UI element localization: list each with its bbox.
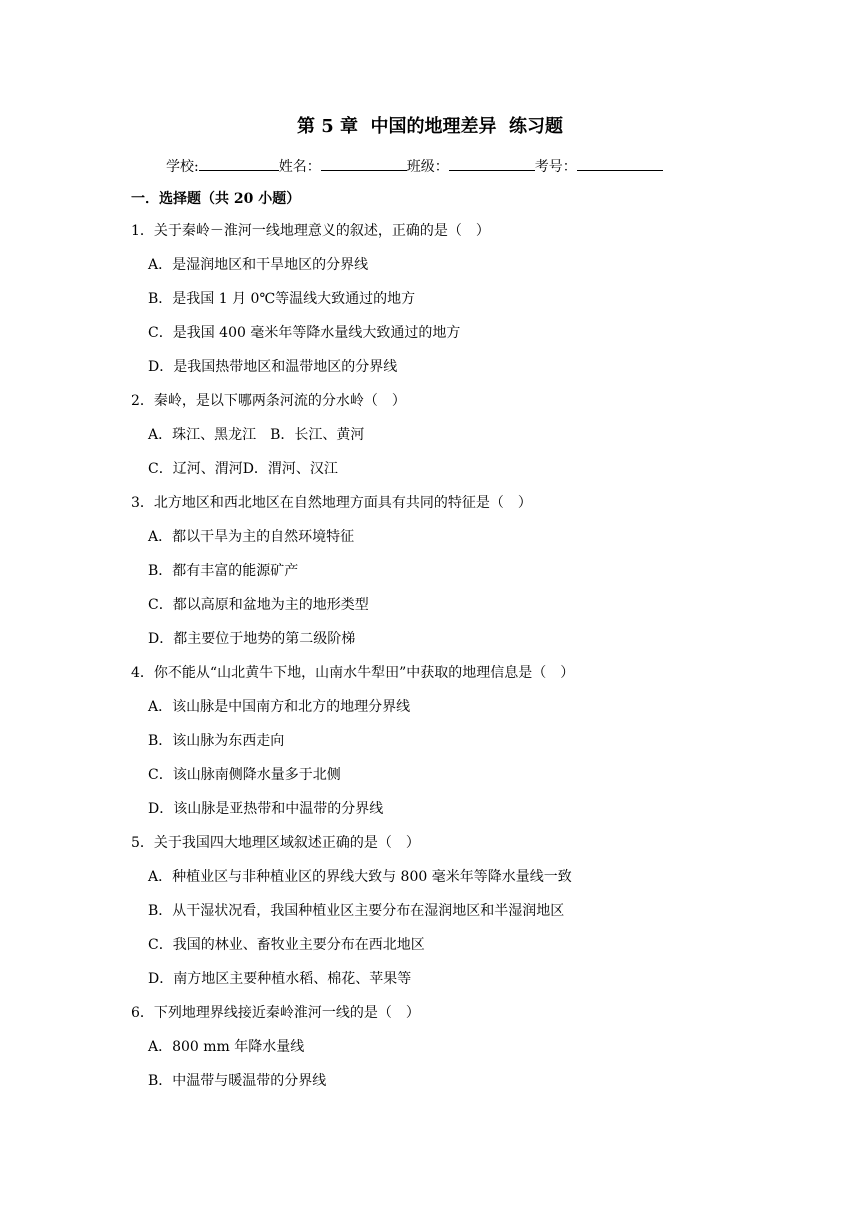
question-stem: 6．下列地理界线接近秦岭淮河一线的是（ ） bbox=[131, 1005, 420, 1021]
info-field-blank[interactable] bbox=[199, 155, 279, 171]
answer-option: D．南方地区主要种植水稻、棉花、苹果等 bbox=[148, 971, 412, 987]
answer-option: B．都有丰富的能源矿产 bbox=[148, 563, 299, 579]
answer-option: A．都以干旱为主的自然环境特征 bbox=[148, 529, 355, 545]
question-item bbox=[131, 662, 771, 820]
question-stem: 4．你不能从“山北黄牛下地，山南水牛犁田”中获取的地理信息是（ ） bbox=[131, 665, 575, 681]
answer-option: B．中温带与暖温带的分界线 bbox=[148, 1073, 327, 1089]
question-stem: 1．关于秦岭－淮河一线地理意义的叙述，正确的是（ ） bbox=[131, 223, 490, 239]
info-field-label: 考号： bbox=[534, 159, 577, 175]
question-stem: 2．秦岭，是以下哪两条河流的分水岭（ ） bbox=[131, 393, 406, 409]
answer-option: C．我国的林业、畜牧业主要分布在西北地区 bbox=[148, 937, 425, 953]
info-field-blank[interactable] bbox=[577, 155, 663, 171]
answer-option: A．珠江、黑龙江 B．长江、黄河 bbox=[148, 427, 365, 443]
section-title: 一．选择题（共 20 小题） bbox=[131, 191, 301, 207]
question-item bbox=[131, 390, 771, 480]
info-field-label: 学校: bbox=[166, 159, 199, 175]
info-field-label: 班级： bbox=[406, 159, 449, 175]
question-stem: 3．北方地区和西北地区在自然地理方面具有共同的特征是（ ） bbox=[131, 495, 532, 511]
answer-option: C．是我国 400 毫米年等降水量线大致通过的地方 bbox=[148, 325, 461, 341]
question-item bbox=[131, 1002, 771, 1092]
answer-option: C．辽河、渭河D．渭河、汉江 bbox=[148, 461, 338, 477]
student-info-line bbox=[166, 155, 663, 178]
answer-option: C．该山脉南侧降水量多于北侧 bbox=[148, 767, 341, 783]
answer-option: B．是我国 1 月 0℃等温线大致通过的地方 bbox=[148, 291, 416, 307]
answer-option: A．种植业区与非种植业区的界线大致与 800 毫米年等降水量线一致 bbox=[148, 869, 572, 885]
question-item bbox=[131, 832, 771, 990]
answer-option: D．该山脉是亚热带和中温带的分界线 bbox=[148, 801, 384, 817]
page-title: 第 5 章 中国的地理差异 练习题 bbox=[296, 116, 564, 137]
info-field-blank[interactable] bbox=[449, 155, 535, 171]
answer-option: B．该山脉为东西走向 bbox=[148, 733, 285, 749]
question-stem: 5．关于我国四大地理区域叙述正确的是（ ） bbox=[131, 835, 420, 851]
answer-option: A．该山脉是中国南方和北方的地理分界线 bbox=[148, 699, 411, 715]
answer-option: D．都主要位于地势的第二级阶梯 bbox=[148, 631, 356, 647]
answer-option: C．都以高原和盆地为主的地形类型 bbox=[148, 597, 369, 613]
answer-option: D．是我国热带地区和温带地区的分界线 bbox=[148, 359, 398, 375]
answer-option: A．是湿润地区和干旱地区的分界线 bbox=[148, 257, 369, 273]
question-list bbox=[131, 220, 771, 1104]
question-item bbox=[131, 492, 771, 650]
info-field-label: 姓名： bbox=[278, 159, 321, 175]
answer-option: B．从干湿状况看，我国种植业区主要分布在湿润地区和半湿润地区 bbox=[148, 903, 565, 919]
answer-option: A．800 mm 年降水量线 bbox=[148, 1039, 305, 1055]
info-field-blank[interactable] bbox=[321, 155, 407, 171]
question-item bbox=[131, 220, 771, 378]
